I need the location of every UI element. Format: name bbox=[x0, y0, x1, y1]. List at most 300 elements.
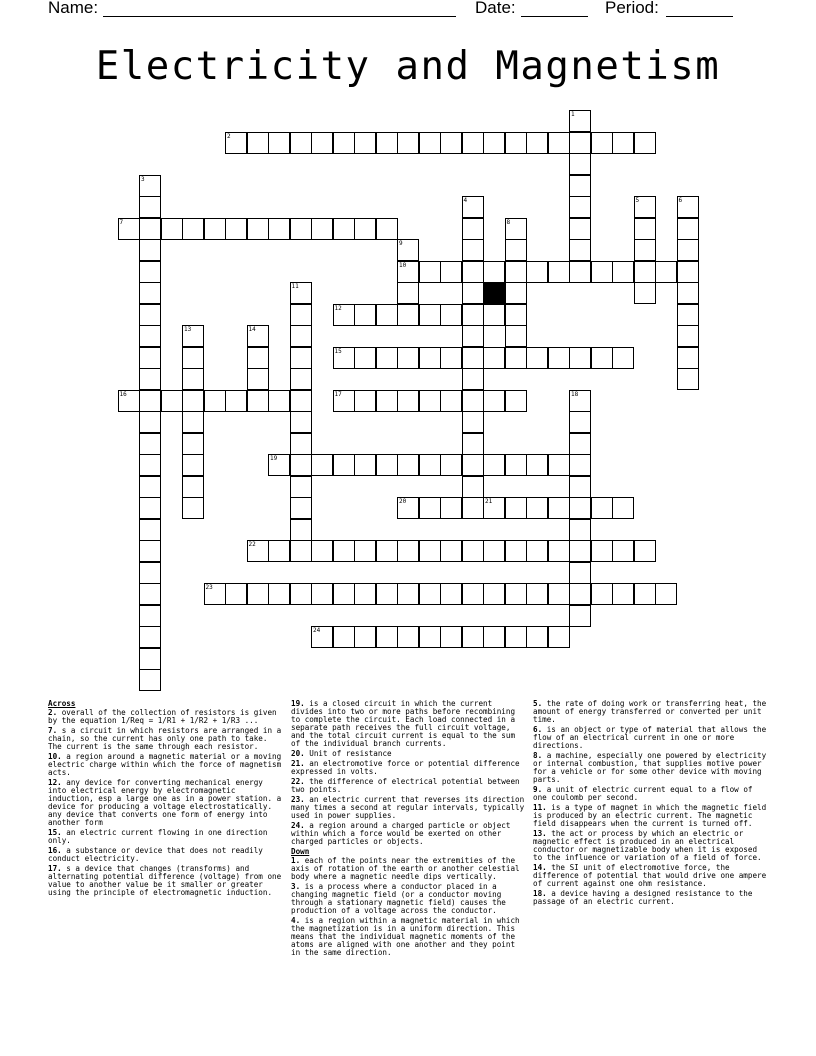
grid-cell[interactable] bbox=[526, 540, 548, 562]
grid-cell[interactable] bbox=[397, 454, 419, 476]
grid-cell[interactable] bbox=[290, 454, 312, 476]
grid-cell[interactable] bbox=[483, 347, 505, 369]
grid-cell[interactable] bbox=[505, 304, 527, 326]
grid-cell[interactable] bbox=[182, 368, 204, 390]
clue-number: 5 bbox=[635, 197, 640, 204]
grid-cell[interactable] bbox=[634, 261, 656, 283]
grid-cell[interactable] bbox=[419, 497, 441, 519]
grid-cell[interactable] bbox=[333, 454, 355, 476]
grid-cell[interactable] bbox=[311, 540, 333, 562]
grid-cell[interactable] bbox=[505, 282, 527, 304]
grid-cell[interactable] bbox=[591, 261, 613, 283]
grid-cell[interactable] bbox=[677, 368, 699, 390]
grid-cell[interactable] bbox=[483, 454, 505, 476]
grid-cell[interactable] bbox=[376, 390, 398, 412]
grid-cell[interactable] bbox=[311, 132, 333, 154]
grid-cell[interactable] bbox=[397, 583, 419, 605]
grid-cell[interactable] bbox=[440, 540, 462, 562]
clue-item bbox=[533, 700, 769, 724]
grid-cell[interactable] bbox=[397, 497, 419, 519]
grid-cell[interactable] bbox=[677, 325, 699, 347]
clue-item-number: 3. bbox=[291, 882, 301, 891]
grid-cell[interactable] bbox=[225, 583, 247, 605]
grid-cell[interactable] bbox=[548, 347, 570, 369]
grid-cell[interactable] bbox=[118, 390, 140, 412]
grid-cell[interactable] bbox=[354, 218, 376, 240]
grid-cell[interactable] bbox=[333, 347, 355, 369]
grid-cell[interactable] bbox=[440, 132, 462, 154]
grid-cell[interactable] bbox=[354, 304, 376, 326]
grid-cell[interactable] bbox=[526, 583, 548, 605]
grid-cell[interactable] bbox=[247, 132, 269, 154]
grid-cell[interactable] bbox=[139, 454, 161, 476]
clue-item-number: 14. bbox=[533, 863, 547, 872]
grid-cell[interactable] bbox=[569, 196, 591, 218]
grid-cell[interactable] bbox=[462, 390, 484, 412]
grid-cell[interactable] bbox=[354, 454, 376, 476]
clue-item-text: s a circuit in which resistors are arranged in a chain, so the current has only one path to take. The current is the same through each resistor. bbox=[48, 726, 282, 751]
grid-cell[interactable] bbox=[505, 239, 527, 261]
grid-cell[interactable] bbox=[290, 304, 312, 326]
grid-cell[interactable] bbox=[677, 261, 699, 283]
grid-cell[interactable] bbox=[591, 583, 613, 605]
grid-cell[interactable] bbox=[139, 175, 161, 197]
clue-item bbox=[291, 750, 527, 758]
grid-cell[interactable] bbox=[634, 218, 656, 240]
grid-cell[interactable] bbox=[333, 540, 355, 562]
grid-cell[interactable] bbox=[247, 368, 269, 390]
grid-cell[interactable] bbox=[290, 368, 312, 390]
black-cell bbox=[483, 282, 505, 304]
grid-cell[interactable] bbox=[548, 454, 570, 476]
grid-cell[interactable] bbox=[462, 218, 484, 240]
grid-cell[interactable] bbox=[290, 282, 312, 304]
grid-cell[interactable] bbox=[440, 261, 462, 283]
grid-cell[interactable] bbox=[311, 626, 333, 648]
grid-cell[interactable] bbox=[139, 497, 161, 519]
clue-number: 15 bbox=[334, 347, 342, 355]
grid-cell[interactable] bbox=[462, 626, 484, 648]
clue-item-number: 5. bbox=[533, 699, 543, 708]
grid-cell[interactable] bbox=[333, 626, 355, 648]
grid-cell[interactable] bbox=[290, 390, 312, 412]
grid-cell[interactable] bbox=[462, 476, 484, 498]
clue-item-text: the act or process by which an electric or magnetic effect is produced in an electrical conductor or magnetizable body when it is exposed to the influence or variation of a field of force. bbox=[533, 829, 762, 862]
grid-cell[interactable] bbox=[677, 282, 699, 304]
grid-cell[interactable] bbox=[505, 540, 527, 562]
grid-cell[interactable] bbox=[612, 261, 634, 283]
clue-number: 14 bbox=[248, 326, 256, 333]
grid-cell[interactable] bbox=[139, 648, 161, 670]
grid-cell[interactable] bbox=[462, 196, 484, 218]
grid-cell[interactable] bbox=[225, 132, 247, 154]
grid-cell[interactable] bbox=[139, 669, 161, 691]
grid-cell[interactable] bbox=[440, 304, 462, 326]
grid-cell[interactable] bbox=[483, 540, 505, 562]
grid-cell[interactable] bbox=[139, 605, 161, 627]
grid-cell[interactable] bbox=[419, 261, 441, 283]
grid-cell[interactable] bbox=[612, 347, 634, 369]
grid-cell[interactable] bbox=[569, 110, 591, 132]
grid-cell[interactable] bbox=[462, 497, 484, 519]
grid-cell[interactable] bbox=[182, 454, 204, 476]
grid-cell[interactable] bbox=[139, 218, 161, 240]
grid-cell[interactable] bbox=[419, 132, 441, 154]
grid-cell[interactable] bbox=[505, 347, 527, 369]
clue-item-number: 10. bbox=[48, 752, 62, 761]
grid-cell[interactable] bbox=[333, 390, 355, 412]
grid-cell[interactable] bbox=[548, 132, 570, 154]
date-label: Date: bbox=[475, 0, 516, 17]
grid-cell[interactable] bbox=[569, 218, 591, 240]
clue-number: 1 bbox=[571, 111, 575, 118]
clue-item-text: the rate of doing work or transferring heat, the amount of energy transferred or converted per unit time. bbox=[533, 699, 767, 724]
clue-number: 12 bbox=[334, 304, 342, 312]
grid-cell[interactable] bbox=[139, 261, 161, 283]
grid-cell[interactable] bbox=[290, 411, 312, 433]
grid-cell[interactable] bbox=[505, 497, 527, 519]
grid-cell[interactable] bbox=[182, 497, 204, 519]
grid-cell[interactable] bbox=[419, 540, 441, 562]
grid-cell[interactable] bbox=[419, 454, 441, 476]
grid-cell[interactable] bbox=[139, 583, 161, 605]
grid-cell[interactable] bbox=[139, 325, 161, 347]
clue-list bbox=[291, 700, 527, 846]
grid-cell[interactable] bbox=[548, 583, 570, 605]
grid-cell[interactable] bbox=[397, 239, 419, 261]
grid-cell[interactable] bbox=[548, 261, 570, 283]
grid-cell[interactable] bbox=[397, 390, 419, 412]
grid-cell[interactable] bbox=[376, 626, 398, 648]
grid-cell[interactable] bbox=[247, 325, 269, 347]
grid-cell[interactable] bbox=[505, 390, 527, 412]
grid-cell[interactable] bbox=[483, 626, 505, 648]
grid-cell[interactable] bbox=[225, 390, 247, 412]
grid-cell[interactable] bbox=[139, 368, 161, 390]
grid-cell[interactable] bbox=[268, 218, 290, 240]
clue-item-number: 11. bbox=[533, 803, 547, 812]
grid-cell[interactable] bbox=[268, 132, 290, 154]
grid-cell[interactable] bbox=[161, 218, 183, 240]
grid-cell[interactable] bbox=[225, 218, 247, 240]
grid-cell[interactable] bbox=[397, 304, 419, 326]
clue-item-text: a substance or device that does not readily conduct electricity. bbox=[48, 846, 263, 863]
grid-cell[interactable] bbox=[354, 390, 376, 412]
grid-cell[interactable] bbox=[548, 497, 570, 519]
grid-cell[interactable] bbox=[397, 282, 419, 304]
grid-cell[interactable] bbox=[268, 454, 290, 476]
grid-cell[interactable] bbox=[139, 476, 161, 498]
grid-cell[interactable] bbox=[505, 626, 527, 648]
grid-cell[interactable] bbox=[440, 626, 462, 648]
grid-cell[interactable] bbox=[376, 347, 398, 369]
clue-list bbox=[291, 857, 527, 957]
grid-cell[interactable] bbox=[419, 390, 441, 412]
grid-cell[interactable] bbox=[139, 304, 161, 326]
grid-cell[interactable] bbox=[397, 261, 419, 283]
grid-cell[interactable] bbox=[569, 347, 591, 369]
grid-cell[interactable] bbox=[634, 239, 656, 261]
grid-cell[interactable] bbox=[569, 605, 591, 627]
clue-number: 17 bbox=[334, 390, 342, 398]
grid-cell[interactable] bbox=[247, 347, 269, 369]
grid-cell[interactable] bbox=[161, 390, 183, 412]
grid-cell[interactable] bbox=[290, 347, 312, 369]
clue-item bbox=[48, 847, 284, 863]
grid-cell[interactable] bbox=[290, 218, 312, 240]
grid-cell[interactable] bbox=[440, 454, 462, 476]
grid-cell[interactable] bbox=[247, 218, 269, 240]
clue-number: 23 bbox=[205, 584, 213, 591]
grid-cell[interactable] bbox=[333, 304, 355, 326]
clue-number: 9 bbox=[399, 240, 403, 247]
clue-number: 20 bbox=[399, 498, 407, 505]
grid-cell[interactable] bbox=[268, 390, 290, 412]
grid-cell[interactable] bbox=[569, 175, 591, 197]
clue-item-text: any device for converting mechanical energy into electrical energy by electromagnetic induction, esp a large one as in a power station. a device for producing a voltage electrostatically. any device that converts one form of energy into another form bbox=[48, 778, 282, 827]
grid-cell[interactable] bbox=[182, 411, 204, 433]
grid-cell[interactable] bbox=[182, 218, 204, 240]
grid-cell[interactable] bbox=[612, 583, 634, 605]
grid-cell[interactable] bbox=[376, 583, 398, 605]
grid-cell[interactable] bbox=[247, 583, 269, 605]
grid-cell[interactable] bbox=[268, 583, 290, 605]
grid-cell[interactable] bbox=[397, 347, 419, 369]
grid-cell[interactable] bbox=[462, 304, 484, 326]
grid-cell[interactable] bbox=[569, 153, 591, 175]
grid-cell[interactable] bbox=[290, 583, 312, 605]
grid-cell[interactable] bbox=[397, 132, 419, 154]
grid-cell[interactable] bbox=[354, 540, 376, 562]
clue-item-number: 23. bbox=[291, 795, 305, 804]
grid-cell[interactable] bbox=[483, 390, 505, 412]
clue-item bbox=[533, 752, 769, 784]
grid-cell[interactable] bbox=[139, 196, 161, 218]
grid-cell[interactable] bbox=[569, 583, 591, 605]
grid-cell[interactable] bbox=[440, 497, 462, 519]
grid-cell[interactable] bbox=[548, 540, 570, 562]
grid-cell[interactable] bbox=[569, 540, 591, 562]
grid-cell[interactable] bbox=[591, 497, 613, 519]
grid-cell[interactable] bbox=[182, 325, 204, 347]
grid-cell[interactable] bbox=[505, 325, 527, 347]
grid-cell[interactable] bbox=[139, 562, 161, 584]
grid-cell[interactable] bbox=[462, 282, 484, 304]
grid-cell[interactable] bbox=[139, 519, 161, 541]
grid-cell[interactable] bbox=[204, 583, 226, 605]
grid-cell[interactable] bbox=[440, 347, 462, 369]
grid-cell[interactable] bbox=[569, 519, 591, 541]
grid-cell[interactable] bbox=[634, 196, 656, 218]
grid-cell[interactable] bbox=[139, 626, 161, 648]
grid-cell[interactable] bbox=[118, 218, 140, 240]
grid-cell[interactable] bbox=[354, 347, 376, 369]
grid-cell[interactable] bbox=[139, 239, 161, 261]
grid-cell[interactable] bbox=[526, 626, 548, 648]
grid-cell[interactable] bbox=[290, 540, 312, 562]
grid-cell[interactable] bbox=[634, 540, 656, 562]
grid-cell[interactable] bbox=[591, 540, 613, 562]
grid-cell[interactable] bbox=[419, 347, 441, 369]
clue-item-text: a machine, especially one powered by electricity or internal combustion, that supplies motive power for a vehicle or for some other device with moving parts. bbox=[533, 751, 767, 784]
grid-cell[interactable] bbox=[182, 476, 204, 498]
grid-cell[interactable] bbox=[634, 282, 656, 304]
grid-cell[interactable] bbox=[139, 411, 161, 433]
grid-cell[interactable] bbox=[505, 132, 527, 154]
grid-cell[interactable] bbox=[290, 497, 312, 519]
grid-cell[interactable] bbox=[569, 239, 591, 261]
grid-cell[interactable] bbox=[182, 390, 204, 412]
grid-cell[interactable] bbox=[462, 583, 484, 605]
grid-cell[interactable] bbox=[462, 261, 484, 283]
grid-cell[interactable] bbox=[677, 304, 699, 326]
grid-cell[interactable] bbox=[655, 583, 677, 605]
grid-cell[interactable] bbox=[548, 626, 570, 648]
grid-cell[interactable] bbox=[677, 218, 699, 240]
grid-cell[interactable] bbox=[419, 304, 441, 326]
grid-cell[interactable] bbox=[333, 132, 355, 154]
clue-item bbox=[533, 804, 769, 828]
grid-cell[interactable] bbox=[569, 411, 591, 433]
grid-cell[interactable] bbox=[634, 132, 656, 154]
clue-item-text: s a device that changes (transforms) and alternating potential difference (voltage) from one value to another value be it smaller or greater using the principle of electromagnetic induction. bbox=[48, 864, 282, 897]
grid-cell[interactable] bbox=[612, 540, 634, 562]
grid-cell[interactable] bbox=[268, 540, 290, 562]
grid-cell[interactable] bbox=[397, 626, 419, 648]
clue-list bbox=[533, 700, 769, 906]
clue-item bbox=[291, 917, 527, 957]
grid-cell[interactable] bbox=[182, 347, 204, 369]
grid-cell[interactable] bbox=[440, 583, 462, 605]
clue-item bbox=[533, 830, 769, 862]
grid-cell[interactable] bbox=[462, 411, 484, 433]
grid-cell[interactable] bbox=[505, 218, 527, 240]
clue-number: 11 bbox=[291, 283, 299, 290]
grid-cell[interactable] bbox=[462, 347, 484, 369]
grid-cell[interactable] bbox=[483, 132, 505, 154]
grid-cell[interactable] bbox=[634, 583, 656, 605]
clue-item-text: is a region within a magnetic material in which the magnetization is in a uniform direction. This means that the individual magnetic moments of the atoms are aligned with one another and they point in the same direction. bbox=[291, 916, 520, 957]
grid-cell[interactable] bbox=[376, 540, 398, 562]
grid-cell[interactable] bbox=[462, 540, 484, 562]
grid-cell[interactable] bbox=[290, 476, 312, 498]
grid-cell[interactable] bbox=[677, 347, 699, 369]
grid-cell[interactable] bbox=[247, 540, 269, 562]
grid-cell[interactable] bbox=[204, 218, 226, 240]
grid-cell[interactable] bbox=[591, 347, 613, 369]
grid-cell[interactable] bbox=[397, 540, 419, 562]
grid-cell[interactable] bbox=[462, 433, 484, 455]
grid-cell[interactable] bbox=[462, 239, 484, 261]
grid-cell[interactable] bbox=[569, 454, 591, 476]
clue-item-number: 12. bbox=[48, 778, 62, 787]
grid-cell[interactable] bbox=[311, 583, 333, 605]
grid-cell[interactable] bbox=[569, 132, 591, 154]
grid-cell[interactable] bbox=[182, 433, 204, 455]
grid-cell[interactable] bbox=[440, 390, 462, 412]
grid-cell[interactable] bbox=[505, 261, 527, 283]
grid-cell[interactable] bbox=[526, 261, 548, 283]
grid-cell[interactable] bbox=[483, 497, 505, 519]
grid-cell[interactable] bbox=[677, 196, 699, 218]
clue-item bbox=[291, 760, 527, 776]
clue-item bbox=[291, 778, 527, 794]
grid-cell[interactable] bbox=[505, 454, 527, 476]
grid-cell[interactable] bbox=[204, 390, 226, 412]
grid-cell[interactable] bbox=[569, 562, 591, 584]
grid-cell[interactable] bbox=[569, 433, 591, 455]
grid-cell[interactable] bbox=[526, 132, 548, 154]
grid-cell[interactable] bbox=[677, 239, 699, 261]
grid-cell[interactable] bbox=[290, 325, 312, 347]
grid-cell[interactable] bbox=[139, 540, 161, 562]
grid-cell[interactable] bbox=[139, 433, 161, 455]
grid-cell[interactable] bbox=[333, 218, 355, 240]
grid-cell[interactable] bbox=[526, 347, 548, 369]
clues-column-3 bbox=[533, 700, 769, 908]
clue-item-text: a region around a charged particle or object within which a force would be exerted on other charged particles or objects. bbox=[291, 821, 511, 846]
grid-cell[interactable] bbox=[354, 583, 376, 605]
grid-cell[interactable] bbox=[247, 390, 269, 412]
grid-cell[interactable] bbox=[290, 132, 312, 154]
grid-cell[interactable] bbox=[483, 261, 505, 283]
grid-cell[interactable] bbox=[569, 497, 591, 519]
grid-cell[interactable] bbox=[333, 583, 355, 605]
grid-cell[interactable] bbox=[612, 132, 634, 154]
grid-cell[interactable] bbox=[290, 433, 312, 455]
grid-cell[interactable] bbox=[591, 132, 613, 154]
clue-item-text: a unit of electric current equal to a flow of one coulomb per second. bbox=[533, 785, 753, 802]
grid-cell[interactable] bbox=[139, 347, 161, 369]
clue-number: 16 bbox=[119, 390, 127, 398]
grid-cell[interactable] bbox=[483, 583, 505, 605]
clue-item-text: a region around a magnetic material or a moving electric charge within which the force of magnetism acts. bbox=[48, 752, 282, 777]
grid-cell[interactable] bbox=[462, 132, 484, 154]
grid-cell[interactable] bbox=[354, 626, 376, 648]
grid-cell[interactable] bbox=[569, 476, 591, 498]
grid-cell[interactable] bbox=[290, 519, 312, 541]
grid-cell[interactable] bbox=[462, 368, 484, 390]
clue-item-number: 8. bbox=[533, 751, 543, 760]
grid-cell[interactable] bbox=[483, 304, 505, 326]
grid-cell[interactable] bbox=[612, 497, 634, 519]
grid-cell[interactable] bbox=[354, 132, 376, 154]
grid-cell[interactable] bbox=[139, 390, 161, 412]
grid-cell[interactable] bbox=[311, 454, 333, 476]
clue-item-text: is a process where a conductor placed in a changing magnetic field (or a conductor moving through a stationary magnetic field) causes the production of a voltage across the conductor. bbox=[291, 882, 506, 915]
clue-number: 18 bbox=[571, 390, 579, 398]
grid-cell[interactable] bbox=[569, 390, 591, 412]
clue-item-number: 19. bbox=[291, 699, 305, 708]
grid-cell[interactable] bbox=[505, 583, 527, 605]
grid-cell[interactable] bbox=[139, 282, 161, 304]
grid-cell[interactable] bbox=[526, 454, 548, 476]
grid-cell[interactable] bbox=[376, 218, 398, 240]
grid-cell[interactable] bbox=[376, 304, 398, 326]
grid-cell[interactable] bbox=[655, 261, 677, 283]
grid-cell[interactable] bbox=[376, 454, 398, 476]
clue-item-number: 13. bbox=[533, 829, 547, 838]
grid-cell[interactable] bbox=[419, 626, 441, 648]
clue-number: 21 bbox=[485, 498, 493, 505]
grid-cell[interactable] bbox=[376, 132, 398, 154]
grid-cell[interactable] bbox=[419, 583, 441, 605]
grid-cell[interactable] bbox=[569, 261, 591, 283]
grid-cell[interactable] bbox=[462, 325, 484, 347]
grid-cell[interactable] bbox=[526, 497, 548, 519]
grid-cell[interactable] bbox=[311, 218, 333, 240]
grid-cell[interactable] bbox=[462, 454, 484, 476]
